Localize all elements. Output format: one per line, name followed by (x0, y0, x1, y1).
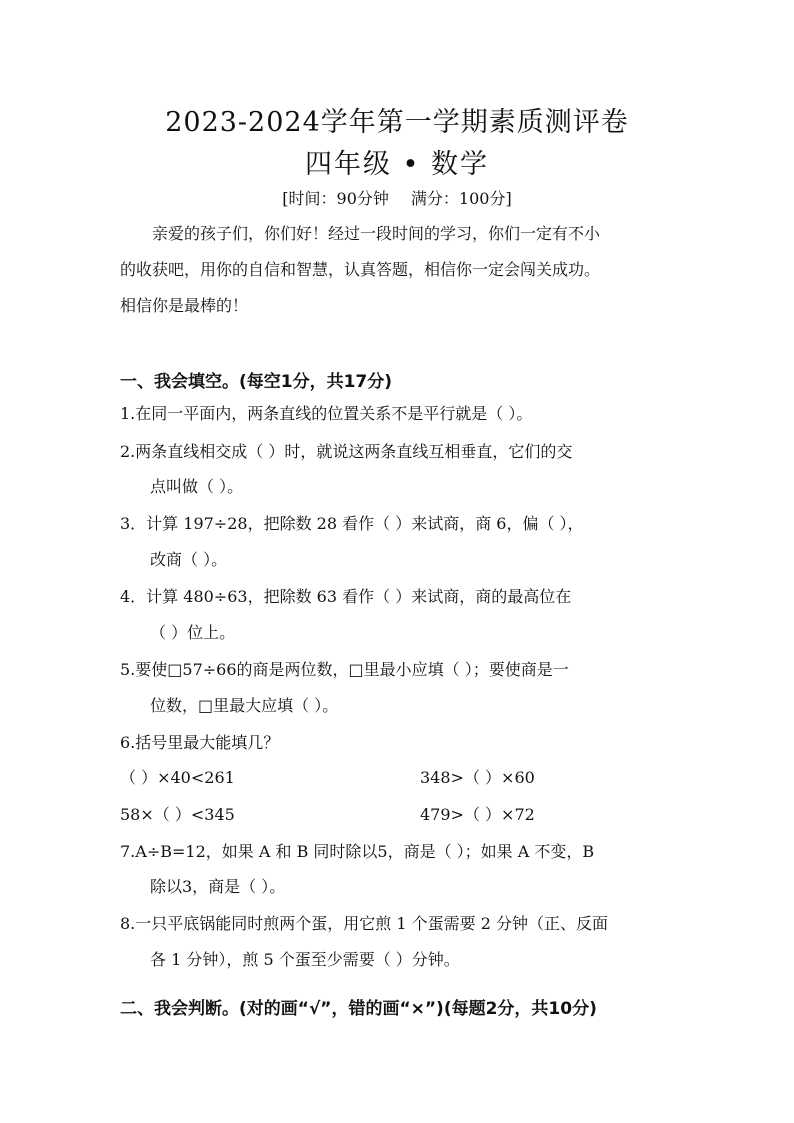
question-3-line-2: 改商（ ）。 (150, 550, 228, 569)
question-2-line-2: 点叫做（ ）。 (150, 477, 244, 496)
full-score: 满分：100分] (410, 189, 512, 208)
question-1: 1.在同一平面内，两条直线的位置关系不是平行就是（ ）。 (120, 404, 533, 423)
question-7-line-2: 除以3，商是（ ）。 (150, 877, 286, 896)
question-6-item-2: 348>（ ）×60 (420, 768, 535, 787)
question-2-line-1: 2.两条直线相交成（ ）时，就说这两条直线互相垂直，它们的交 (120, 442, 573, 461)
section-1-heading: 一、我会填空。(每空1分，共17分) (120, 372, 393, 392)
question-7-line-1: 7.A÷B=12，如果 A 和 B 同时除以5，商是（ ）；如果 A 不变，B (120, 842, 595, 861)
exam-title: 2023-2024学年第一学期素质测评卷 (165, 107, 629, 138)
question-6-item-4: 479>（ ）×72 (420, 805, 535, 824)
exam-meta (0, 186, 794, 209)
question-8-line-1: 8.一只平底锅能同时煎两个蛋，用它煎 1 个蛋需要 2 分钟（正、反面 (120, 914, 608, 933)
intro-line-3: 相信你是最棒的！ (120, 296, 249, 315)
question-6-item-3: 58×（ ）<345 (120, 805, 235, 824)
question-3-line-1: 3．计算 197÷28，把除数 28 看作（ ）来试商，商 6，偏（ ）， (120, 514, 584, 533)
question-6-item-1: （ ）×40<261 (120, 768, 235, 787)
question-4-line-1: 4．计算 480÷63，把除数 63 看作（ ）来试商，商的最高位在 (120, 587, 572, 606)
intro-line-2: 的收获吧，用你的自信和智慧，认真答题，相信你一定会闯关成功。 (120, 260, 601, 279)
question-5-line-2: 位数，□里最大应填（ ）。 (150, 696, 339, 715)
section-2-heading: 二、我会判断。(对的画“√”，错的画“×”)(每题2分，共10分) (120, 999, 597, 1019)
question-5-line-1: 5.要使□57÷66的商是两位数，□里最小应填（ ）；要使商是一 (120, 660, 569, 679)
intro-line-1: 亲爱的孩子们，你们好！经过一段时间的学习，你们一定有不小 (152, 224, 601, 243)
exam-subtitle: 四年级 • 数学 (304, 149, 490, 180)
time-limit: [时间：90分钟 (282, 189, 389, 208)
question-6: 6.括号里最大能填几？ (120, 733, 280, 752)
question-4-line-2: （ ）位上。 (150, 623, 236, 642)
question-8-line-2: 各 1 分钟），煎 5 个蛋至少需要（ ）分钟。 (150, 950, 460, 969)
